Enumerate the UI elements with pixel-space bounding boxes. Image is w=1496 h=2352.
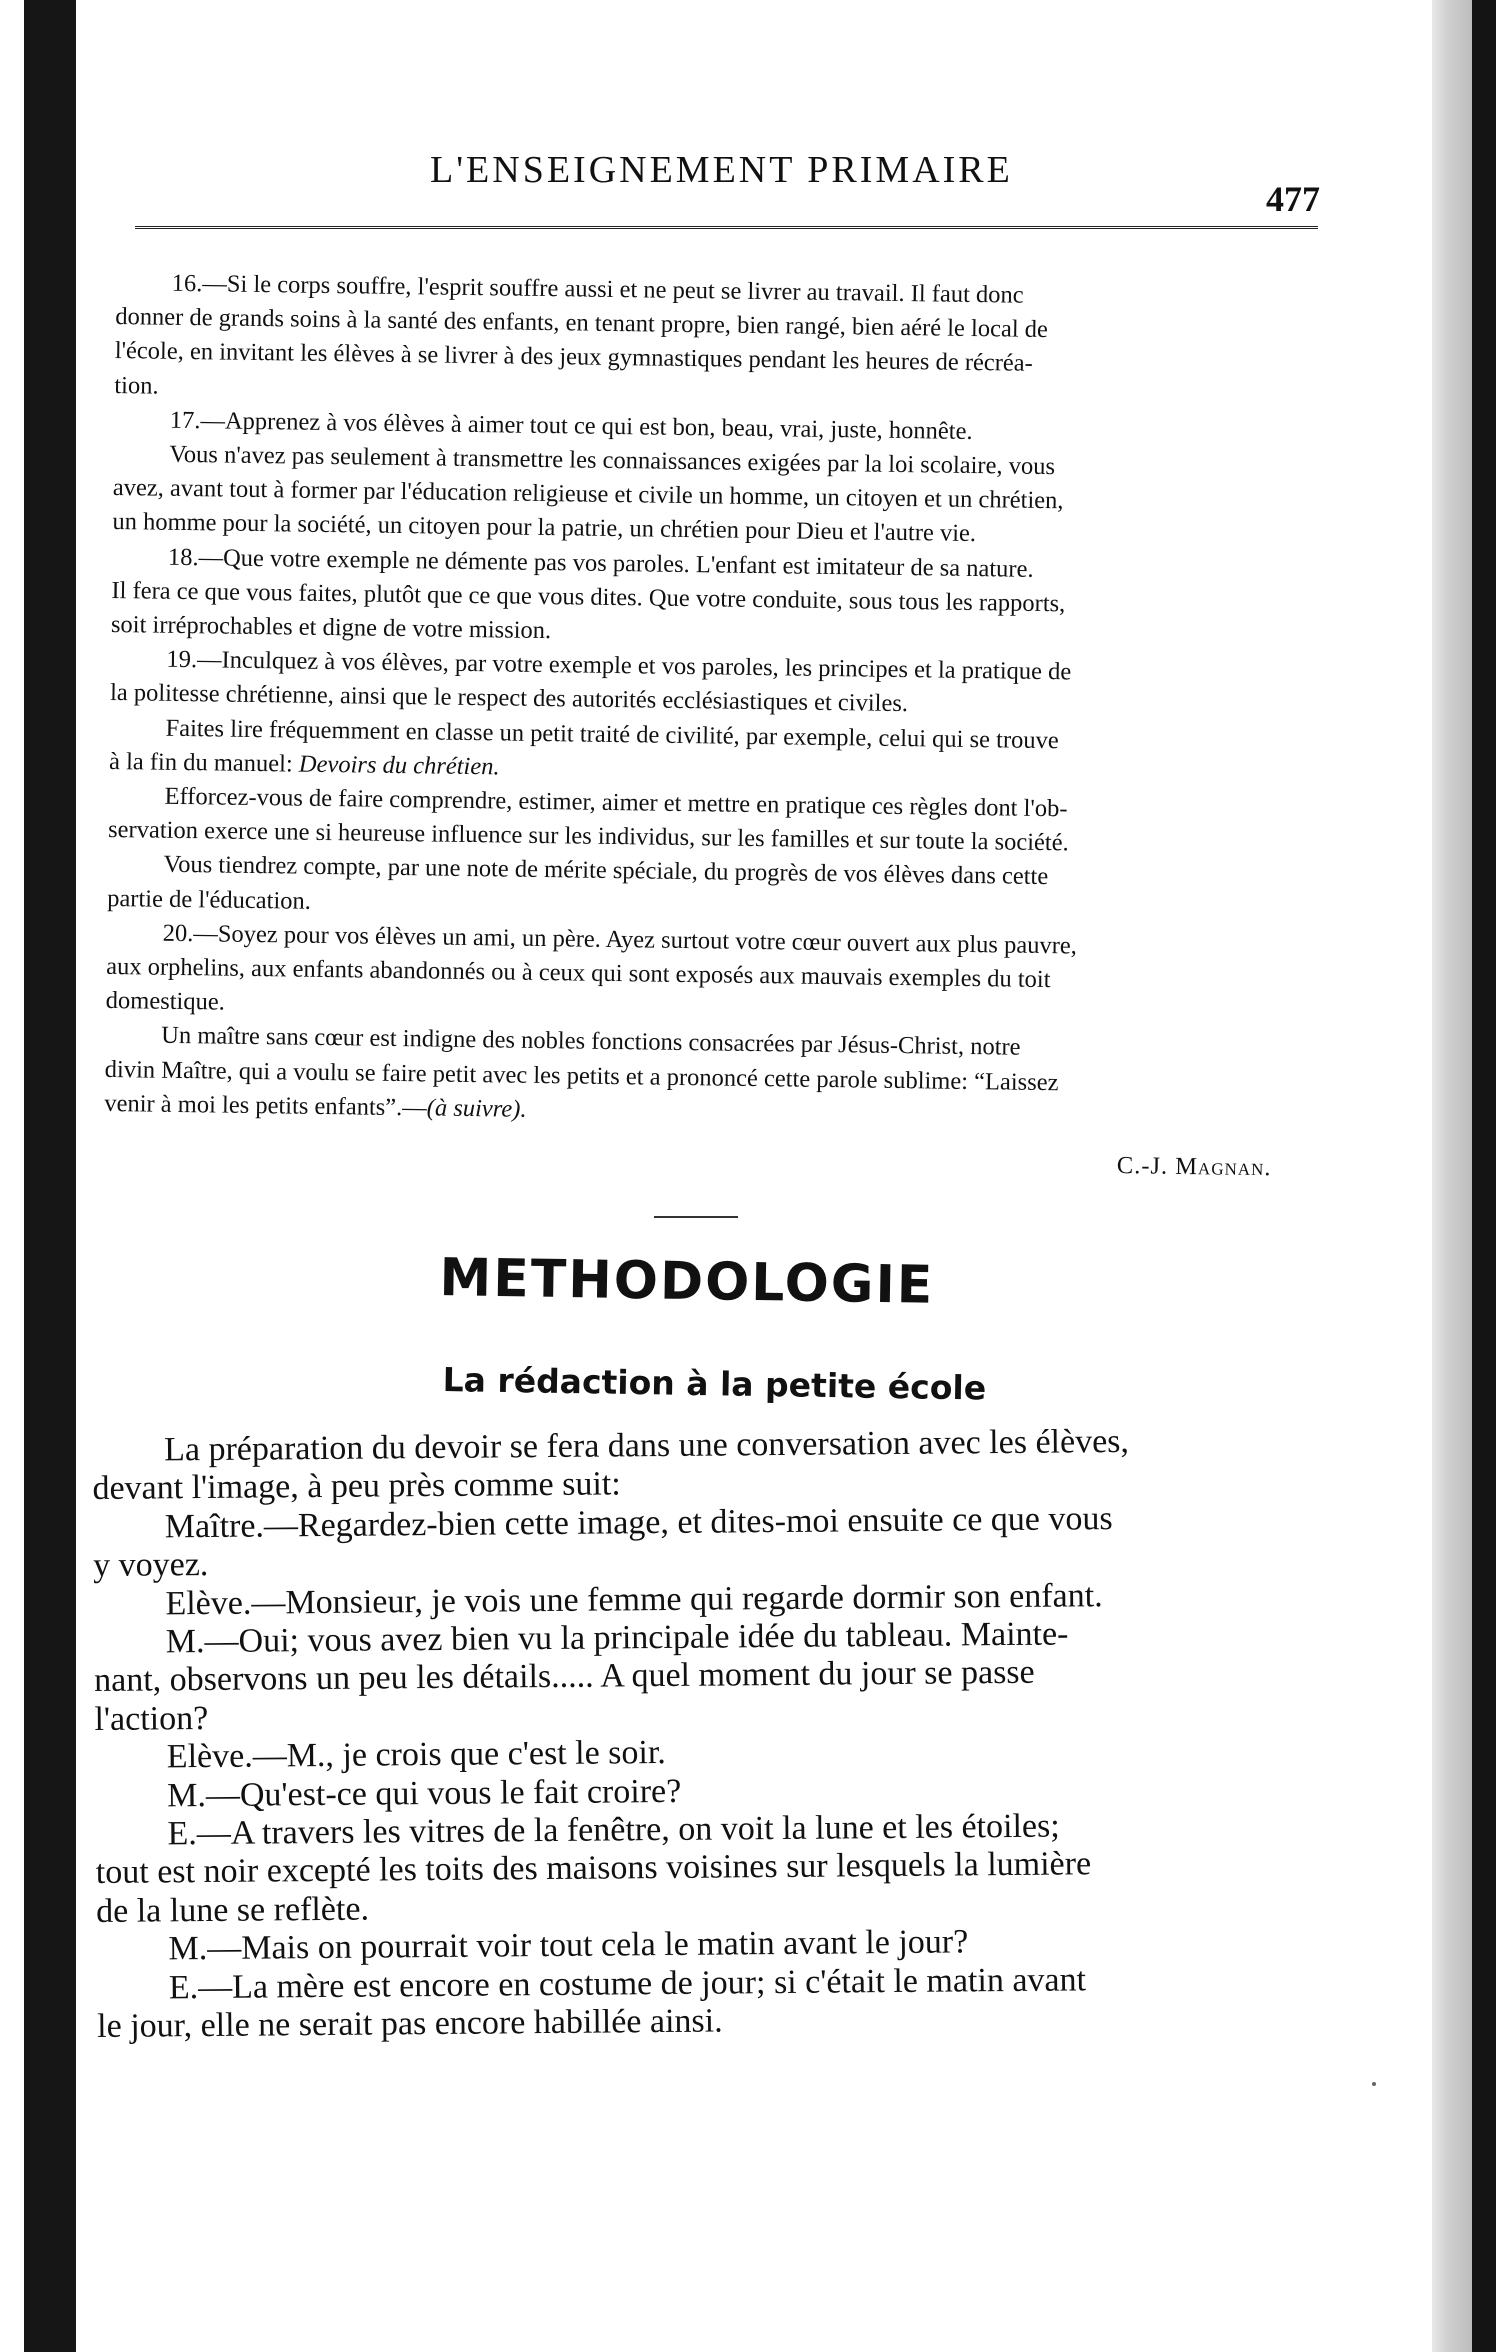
article-paragraph: 17.—Apprenez à vos élèves à aimer tout ce qui est bon, beau, vrai, juste, honnête. — [169, 406, 973, 445]
to-be-continued: (à suivre). — [426, 1094, 527, 1123]
author-signature: C.-J. Magnan. — [1116, 1152, 1272, 1182]
dialogue-paragraph: Elève.—Monsieur, je vois une femme qui regarde dormir son enfant. — [165, 1576, 1103, 1622]
article-paragraph: 18.—Que votre exemple ne démente pas vos paroles. L'enfant est imitateur de sa nature. Il fera ce que vous faites, plutôt que ce que vous dites. Que votre conduite, sous tous les rapports, soit irréprochables et digne de votre mission. — [110, 543, 1066, 645]
dialogue-paragraph: M.—Qu'est-ce qui vous le fait croire? — [167, 1772, 682, 1815]
manual-sentence: Faites lire fréquemment en classe un petit traité de civilité, par exemple, celui qui se trouve à la fin du manuel: — [108, 714, 1059, 778]
section-subtitle: La rédaction à la petite école — [442, 1360, 987, 1408]
page-margin-left — [0, 0, 24, 2352]
dialogue-paragraph: E.—La mère est encore en costume de jour; si c'était le matin avant le jour, elle ne serait pas encore habillée ainsi. — [97, 1961, 1087, 2046]
section-divider — [654, 1216, 738, 1218]
scan-shadow-left — [24, 0, 76, 2352]
page-edge-right — [1432, 0, 1472, 2352]
article-paragraph: Efforcez-vous de faire comprendre, estimer, aimer et mettre en pratique ces règles dont l'ob- servation exerce une si heureuse influence sur les individus, sur les familles et sur toute la société. — [107, 782, 1069, 857]
article-paragraph: 20.—Soyez pour vos élèves un ami, un père. Ayez surtout votre cœur ouvert aux plus pauvre, aux orphelins, aux enfants abandonnés ou à ceux qui sont exposés aux mauvais exemples du toit domestique. — [105, 919, 1078, 1016]
dialogue-paragraph: Maître.—Regardez-bien cette image, et dites-moi ensuite ce que vous y voyez. — [93, 1499, 1113, 1585]
scan-shadow-right — [1472, 0, 1496, 2352]
closing-sentence: Un maître sans cœur est indigne des nobles fonctions consacrées par Jésus-Christ, notre divin Maître, qui a voulu se faire petit avec les petits et a prononcé cette parole sublime: “Laissez venir à moi les petits enfants”.— — [104, 1022, 1059, 1122]
dialogue-text — [92, 1422, 1283, 2047]
article-paragraph: Vous n'avez pas seulement à transmettre les connaissances exigées par la loi scolaire, vous avez, avant tout à former par l'éducation religieuse et civile un homme, un citoyen et un chrétien, un homme pour la société, un citoyen pour la patrie, un chrétien pour Dieu et l'autre vie. — [112, 440, 1064, 548]
running-title: L'ENSEIGNEMENT PRIMAIRE — [430, 149, 1013, 191]
dialogue-paragraph: M.—Oui; vous avez bien vu la principale idée du tableau. Mainte- nant, observons un peu les détails..... A quel moment du jour se passe l'action? — [94, 1615, 1069, 1738]
article-text — [103, 266, 1305, 1186]
manual-title: Devoirs du chrétien. — [298, 750, 500, 781]
article-paragraph: Vous tiendrez compte, par une note de mérite spéciale, du progrès de vos élèves dans cette partie de l'éducation. — [106, 851, 1049, 915]
article-paragraph: 16.—Si le corps souffre, l'esprit souffre aussi et ne peut se livrer au travail. Il faut donc donner de grands soins à la santé des enfants, en tenant propre, bien rangé, bien aéré le local de l'école, en invitant les élèves à se livrer à des jeux gymnastiques pendant les heures de récréa- tion. — [114, 269, 1049, 400]
header-rule — [135, 226, 1318, 229]
page-number: 477 — [1266, 179, 1320, 219]
scan-speck — [1372, 2082, 1376, 2086]
dialogue-paragraph: La préparation du devoir se fera dans une conversation avec les élèves, devant l'image, à peu près comme suit: — [92, 1422, 1130, 1508]
article-paragraph: 19.—Inculquez à vos élèves, par votre exemple et vos paroles, les principes et la pratique de la politesse chrétienne, ainsi que le respect des autorités ecclésiastiques et civiles. — [109, 645, 1072, 718]
dialogue-paragraph: M.—Mais on pourrait voir tout cela le matin avant le jour? — [168, 1923, 969, 1968]
dialogue-paragraph: E.—A travers les vitres de la fenêtre, on voit la lune et les étoiles; tout est noir excepté les toits des maisons voisines sur lesquels la lumière de la lune se reflète. — [95, 1807, 1092, 1930]
section-title: METHODOLOGIE — [439, 1248, 935, 1316]
dialogue-paragraph: Elève.—M., je crois que c'est le soir. — [166, 1734, 666, 1776]
article-paragraph-closing — [104, 1018, 1295, 1137]
